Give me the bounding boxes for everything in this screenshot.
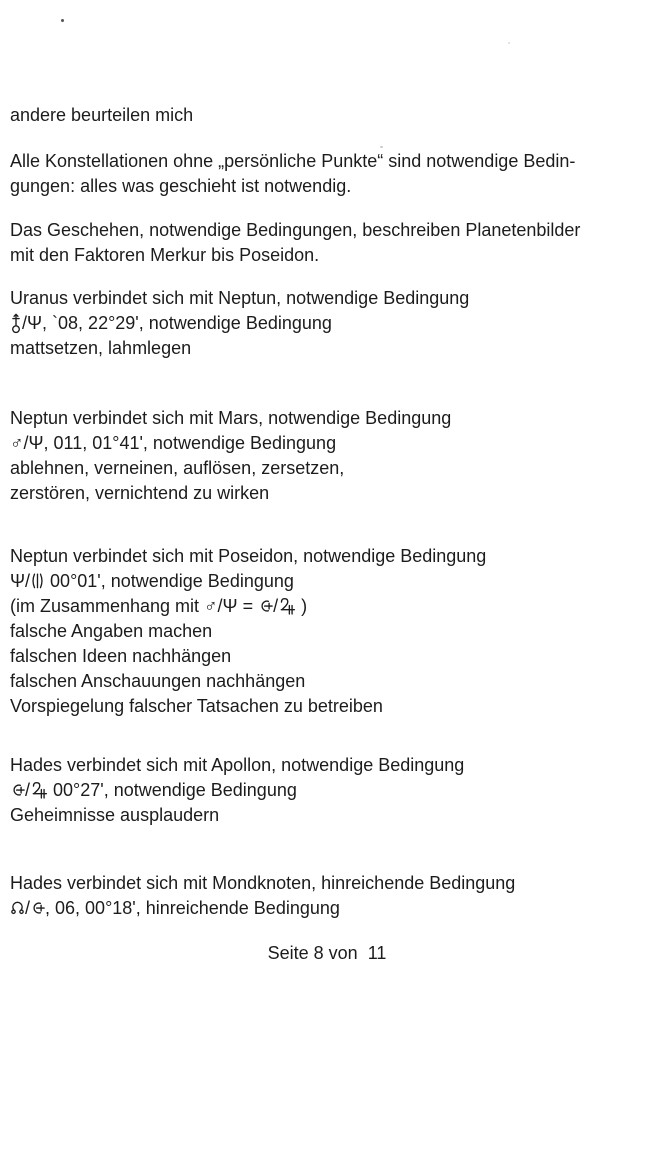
text-line: Hades verbindet sich mit Mondknoten, hinreichende Bedingung	[10, 873, 516, 893]
text-run: /Ψ, `08, 22°29', notwendige Bedingung	[22, 313, 332, 333]
text-line: Geheimnisse ausplaudern	[10, 805, 220, 825]
uranus-icon	[10, 312, 22, 334]
text-run: /	[25, 898, 31, 918]
text-run: , 06, 00°18', hinreichende Bedingung	[45, 898, 340, 918]
text-run: 00°27', notwendige Bedingung	[48, 780, 297, 800]
text-run: (im Zusammenhang mit ♂/Ψ =	[10, 596, 259, 616]
hades-icon	[10, 779, 25, 801]
formula-line	[10, 311, 664, 336]
formula-line	[10, 778, 664, 803]
text-run: Ψ/	[10, 571, 31, 591]
text-run: /	[273, 596, 279, 616]
hades-icon	[30, 897, 45, 919]
text-line: falschen Anschauungen nachhängen	[10, 671, 306, 691]
poseidon-icon	[30, 570, 45, 592]
text-line: ablehnen, verneinen, auflösen, zersetzen,	[10, 458, 345, 478]
node-icon	[10, 897, 25, 919]
text-line: andere beurteilen mich	[10, 105, 194, 125]
text-line: Neptun verbindet sich mit Poseidon, notwendige Bedingung	[10, 546, 487, 566]
scan-speck	[61, 19, 64, 22]
text-line: zerstören, vernichtend zu wirken	[10, 483, 270, 503]
text-line: mattsetzen, lahmlegen	[10, 338, 192, 358]
section-uranus-neptun	[10, 286, 664, 361]
page-footer: Seite 8 von 11	[267, 943, 387, 963]
section-hades-apollon	[10, 753, 664, 828]
text-line: Hades verbindet sich mit Apollon, notwendige Bedingung	[10, 755, 465, 775]
text-line: Uranus verbindet sich mit Neptun, notwendige Bedingung	[10, 288, 470, 308]
text-line: Das Geschehen, notwendige Bedingungen, beschreiben Planetenbilder	[10, 220, 581, 240]
apollon-icon	[278, 595, 296, 617]
para-andere-beurteilen	[10, 103, 664, 128]
text-line: mit den Faktoren Merkur bis Poseidon.	[10, 245, 320, 265]
formula-line: ♂/Ψ, 011, 01°41', notwendige Bedingung	[10, 433, 337, 453]
formula-line	[10, 569, 664, 594]
text-line: Alle Konstellationen ohne „persönliche Punkte“ sind notwendige Bedin-	[10, 151, 576, 171]
text-run: 00°01', notwendige Bedingung	[45, 571, 294, 591]
section-hades-mondknoten	[10, 871, 664, 921]
scan-speck	[380, 146, 383, 148]
section-neptun-mars	[10, 406, 664, 506]
text-run: )	[296, 596, 308, 616]
text-line: Vorspiegelung falscher Tatsachen zu betreiben	[10, 696, 383, 716]
para-alle-konstellationen	[10, 149, 664, 199]
text-line: falschen Ideen nachhängen	[10, 646, 232, 666]
text-line: Neptun verbindet sich mit Mars, notwendige Bedingung	[10, 408, 452, 428]
apollon-icon	[30, 779, 48, 801]
formula-line	[10, 896, 664, 921]
hades-icon	[258, 595, 273, 617]
text-line: gungen: alles was geschieht ist notwendig.	[10, 176, 352, 196]
scan-speck	[508, 42, 510, 44]
text-line: falsche Angaben machen	[10, 621, 213, 641]
para-das-geschehen	[10, 218, 664, 268]
formula-line	[10, 594, 664, 619]
text-run: /	[25, 780, 31, 800]
section-neptun-poseidon	[10, 544, 664, 719]
